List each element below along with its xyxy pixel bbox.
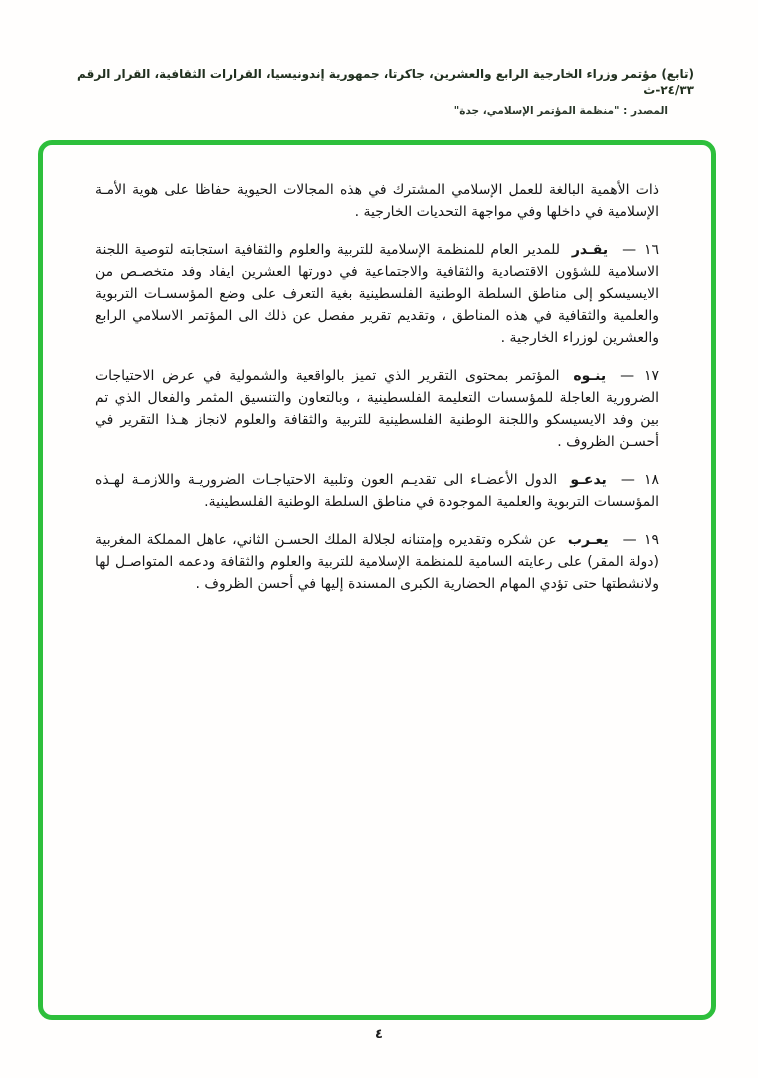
paragraph-text: للمدير العام للمنظمة الإسلامية للتربية والعلوم والثقافية استجابته لتوصية اللجنة الاسلامية للشؤون الاقتصادية والثقافية والاجتماعية في دورتها العشرين ايفاد وفد متخصـص من الايسيسكو إلى مناطق السلطة الوطنية الفلسطينية بغية التعرف على وضع المؤسسـات التربوية والعلمية والثقافية في هذه المناطق ، وتقديم تقرير مفصل عن ذلك الى المؤتمر الاسلامي الرابع والعشرين لوزراء الخارجية . (95, 242, 659, 346)
dash: — (620, 368, 635, 384)
header-title: (تابع) مؤتمر وزراء الخارجية الرابع والعشرين، جاكرتا، جمهورية إندونيسيا، القرارات الثقافية، القرار الرقم ٢٤/٣٣-ث (77, 67, 694, 98)
paragraph-lead-word: يعـرب (567, 532, 609, 548)
paragraph-18 (95, 469, 659, 513)
continuation-paragraph: ذات الأهمية البالغة للعمل الإسلامي المشترك في هذه المجالات الحيوية حفاظا على هوية الأمـة الإسلامية في داخلها وفي مواجهة التحديات الخارجية . (95, 182, 659, 220)
paragraph-number: ١٨ — (620, 472, 660, 488)
paragraph-number: ١٦ — (622, 242, 659, 258)
paragraph-number: ١٧ — (620, 368, 660, 384)
dash: — (622, 532, 637, 548)
paragraph-lead-word: يدعـو (570, 472, 607, 488)
document-body (43, 145, 711, 595)
paragraph-text: المؤتمر بمحتوى التقرير الذي تميز بالواقعية والشمولية في عرض الاحتياجات الضرورية العاجلة للمؤسسات التعليمة الفلسطينية ، وبالتعاون والتنسيق المثمر والفعال الذي تم بين وفد الايسيسكو واللجنة الوطنية الفلسطينية للتربية والثقافة والعلوم لانجاز هـذا التقرير في أحسـن الظروف . (95, 368, 659, 450)
document-header (60, 66, 694, 117)
paragraph-lead-word: يقـدر (571, 242, 609, 258)
paragraph-16 (95, 239, 659, 349)
paragraph-19 (95, 529, 659, 595)
paragraph-text: الدول الأعضـاء الى تقديـم العون وتلبية الاحتياجـات الضروريـة واللازمـة لهـذه المؤسسات التربوية والعلمية الموجودة في مناطق السلطة الوطنية الفلسطينية. (95, 472, 659, 510)
dash: — (622, 242, 637, 258)
paragraph-17 (95, 365, 659, 453)
paragraph-text: عن شكره وتقديره وإمتنانه لجلالة الملك الحسـن الثاني، عاهل المملكة المغربية (دولة المقر) على رعايته السامية للمنظمة الإسلامية للتربية والعلوم والثقافة ودعمه المتواصـل لها ولانشطتها حتى تؤدي المهام الحضارية الكبرى المسندة إليها في أحسن الظروف . (95, 532, 659, 592)
page-number: ٤ (375, 1027, 383, 1042)
paragraph-number: ١٩ — (622, 532, 659, 548)
green-border-frame (38, 140, 716, 1020)
header-source: المصدر : "منظمة المؤتمر الإسلامي، جدة" (453, 105, 668, 118)
dash: — (620, 472, 635, 488)
paragraph-lead-word: ينـوه (573, 368, 607, 384)
